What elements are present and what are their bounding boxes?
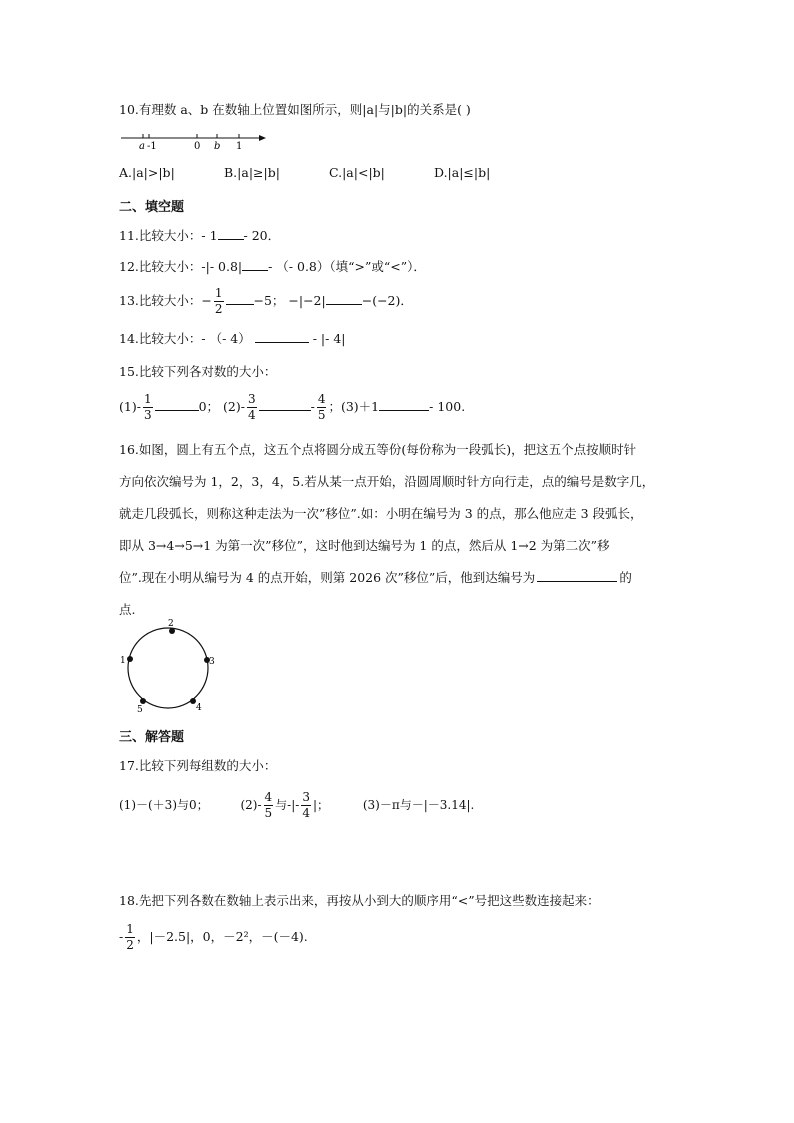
axis-label-b: b xyxy=(214,141,221,152)
circle-label-4: 4 xyxy=(196,703,202,713)
q11: 11.比较大小：- 1 - 20． xyxy=(119,228,281,243)
q14: 14.比较大小：- （- 4） - |- 4| xyxy=(119,331,346,346)
axis-label-one: 1 xyxy=(236,141,243,152)
axis-label-zero: 0 xyxy=(194,141,201,152)
circle-label-2: 2 xyxy=(168,619,174,629)
q17-title: 17.比较下列每组数的大小： xyxy=(119,758,277,773)
q15-title: 15.比较下列各对数的大小： xyxy=(119,364,277,379)
axis-label-minus-one: -1 xyxy=(147,141,157,152)
q15-parts: (1)- $\frac{1}{3}$ 0； (2)- $\frac{3}{4}$ - $\frac{4}{5}$ ；(3)＋1 - 100. xyxy=(119,392,466,422)
q16-text: 16.如图，圆上有五个点，这五个点将圆分成五等份(每份称为一段弧长)，把这五个点按顺时针 方向依次编号为 1，2，3，4，5.若从某一点开始，沿圆周顺时针方向行走，点的编号是数字几， 就走几段弧长，则称这种走法为一次”移位”.如：小明在编号为 3 的点，那么他应走 3 段弧长， 即从 3→4→5→1 为第一次”移位”，这时他到达编号为 1 的点，然后从 1→2 为第二次”移 位”.现在小明从编号为 4 的点开始，则第 2026 次”移位”后，他到达编号为 的 点. xyxy=(119,442,655,617)
q10-stem: 10.有理数 a、b 在数轴上位置如图所示，则|a|与|b|的关系是( ) xyxy=(119,102,471,117)
section-heading-fill-in: 二、填空题 xyxy=(119,200,185,215)
circle-label-5: 5 xyxy=(137,705,143,715)
q10-option-a: A.|a|>|b| xyxy=(119,165,175,180)
q10-option-b: B.|a|≥|b| xyxy=(224,165,280,180)
q17-parts: (1)－(＋3)与0； (2)- $\frac{4}{5}$ 与-|- $\frac{3}{4}$ |； (3)－π与－|－3.14|. xyxy=(119,790,475,820)
q12: 12.比较大小：-|- 0.8| - （- 0.8）（填“>”或“<”）． xyxy=(119,259,426,274)
q16-circle-figure xyxy=(119,618,217,716)
q10-option-d: D.|a|≤|b| xyxy=(434,165,491,180)
circle-label-3: 3 xyxy=(209,657,215,667)
q18-numbers: - $\frac{1}{2}$ ，|－2.5|，0，－2²，－(－4). xyxy=(119,922,308,952)
q10-option-c: C.|a|<|b| xyxy=(329,165,385,180)
q18-title: 18.先把下列各数在数轴上表示出来，再按从小到大的顺序用“<”号把这些数连接起来： xyxy=(119,893,600,908)
axis-label-a: a xyxy=(139,141,145,152)
q10-number-line xyxy=(119,130,269,152)
circle-label-1: 1 xyxy=(120,656,126,666)
section-heading-solve: 三、解答题 xyxy=(119,730,185,745)
q13: 13.比较大小：− $\frac{1}{2}$ −5； −|−2| −(−2)． xyxy=(119,286,413,316)
